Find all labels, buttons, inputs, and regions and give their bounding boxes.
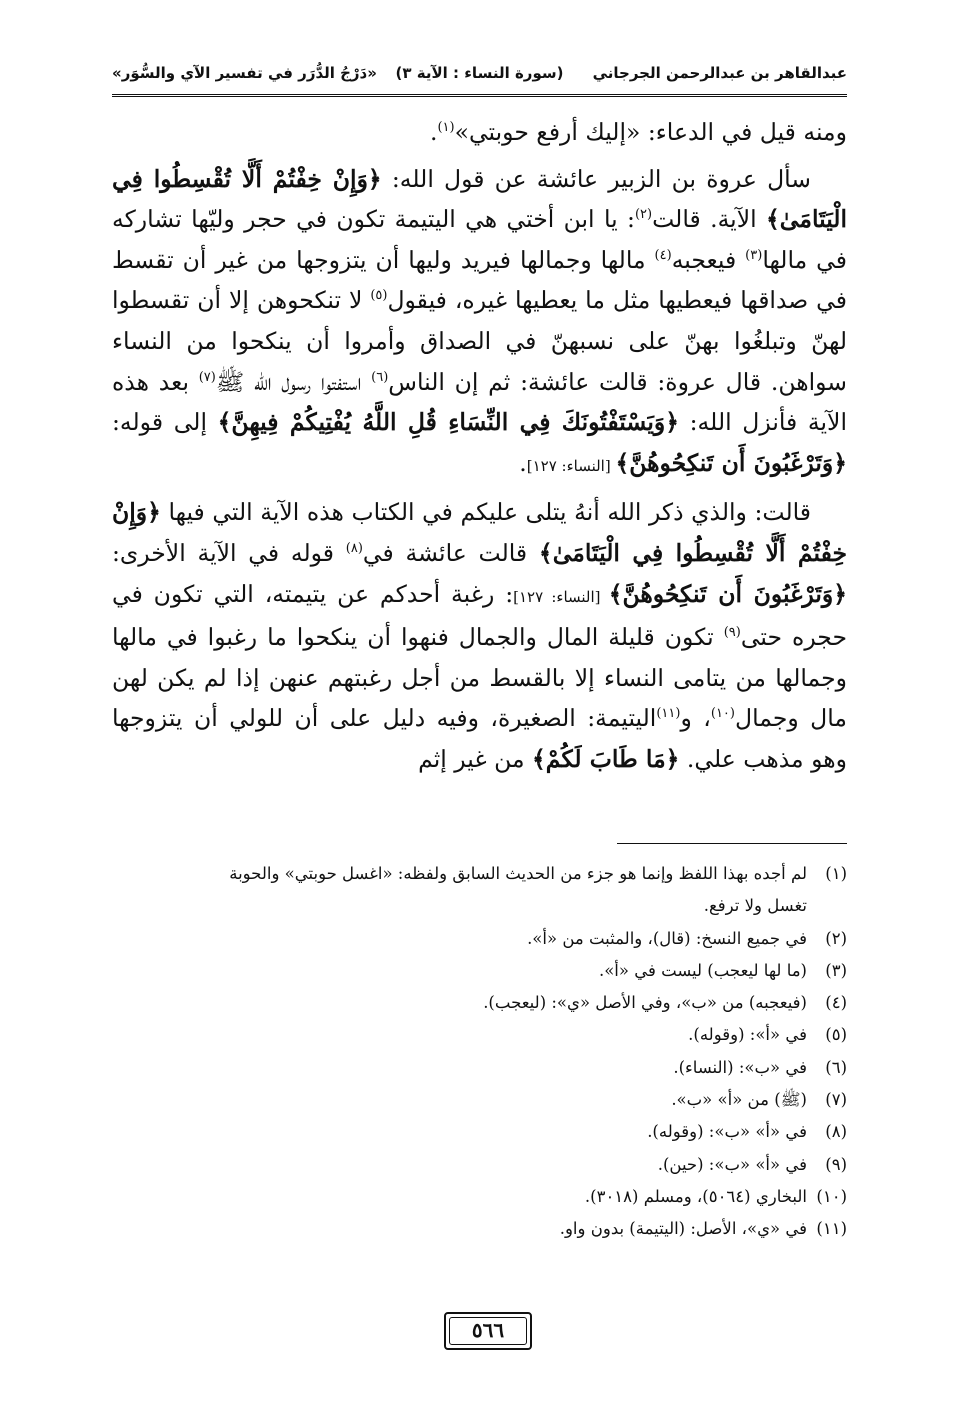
quran-verse: ﴿وَتَرْغَبُونَ أَن تَنكِحُوهُنَّ﴾ [608, 579, 848, 608]
footnote-text: في «ي»، الأصل: (اليتيمة) بدون واو. [559, 1219, 807, 1239]
footnote-number: (٤) [825, 993, 847, 1013]
footnote-11 [112, 1213, 847, 1245]
footnote-1 [112, 858, 847, 890]
text-run: إلى قوله: [112, 408, 218, 437]
paragraph-2 [112, 159, 847, 487]
text-run: ، و [680, 704, 711, 733]
header-divider [112, 94, 847, 97]
text-run: اليتيمة: الصغيرة، وفيه دليل على أن للولي أن يتزوجها وهو مذهب علي. [112, 704, 847, 773]
footnote-2 [112, 923, 847, 955]
footnote-8 [112, 1116, 847, 1148]
page-number: ٥٦٦ [471, 1318, 505, 1342]
footnote-text: في «أ» «ب»: (وقوله). [647, 1122, 807, 1142]
text-run: : رغبة أحدكم عن يتيمته، التي تكون في حجره حتى [112, 579, 847, 652]
footnote-text: (فيعجبه) من «ب»، وفي الأصل «ي»: (ليعجب). [483, 993, 807, 1013]
footnote-7 [112, 1084, 847, 1116]
footnote-number: (٩) [825, 1154, 847, 1174]
footnote-number: (٦) [825, 1057, 847, 1077]
header-author: عبدالقاهر بن عبدالرحمن الجرجاني [592, 64, 847, 82]
quran-verse: ﴿وَإِنْ خِفْتُمْ أَلَّا تُقْسِطُوا فِي الْيَتَامَىٰ﴾ [112, 164, 847, 234]
footnote-number: (٥) [825, 1025, 847, 1045]
text-run: قالت: والذي ذكر الله أنهُ يتلى عليكم في الكتاب هذه الآية التي فيها [160, 498, 811, 527]
footnote-text: البخاري (٥٠٦٤)، ومسلم (٣٠١٨). [584, 1186, 807, 1206]
footnote-10 [112, 1181, 847, 1213]
footnote-ref-4: (٤) [654, 247, 672, 263]
footnote-number: (٣) [825, 960, 847, 980]
text-run: بعد هذه الآية فأنزل الله: [112, 367, 847, 437]
footnote-text: في «ب»: (النساء). [673, 1057, 807, 1077]
footnote-number: (١١) [816, 1219, 847, 1239]
footnote-number: (٨) [825, 1122, 847, 1142]
header-book-title: «دَرْجُ الدُّرَر في تفسير الآي والسُّوَر» [112, 64, 377, 82]
verse-reference: [النساء: ١٢٧] [526, 456, 616, 475]
text-run: سأل عروة بن الزبير عائشة عن قول الله: [381, 164, 811, 193]
text-run: لا تنكحوهن إلا أن تقسطوا لهنّ وتبلغُوا بهنّ على نسبهنّ في الصداق وأمروا أن ينكحوا من النساء سواهن. قال عروة: قالت عائشة: ثم إن الناس [112, 286, 847, 396]
text-run: : يا ابن أختي هي اليتيمة تكون في حجر وليّها تشاركه في مالها [112, 205, 847, 274]
footnote-number: (١) [825, 864, 847, 883]
footnote-9 [112, 1149, 847, 1181]
footnote-text: في «أ»: (وقوله). [688, 1025, 807, 1045]
footnote-ref-7: (٧) [198, 369, 216, 385]
footnote-number: (٢) [825, 928, 847, 948]
text-run: . [429, 118, 438, 146]
text-run: استفتوا رسول الله ﷺ [215, 367, 372, 396]
footnote-6 [112, 1052, 847, 1084]
text-run: ومنه قيل في الدعاء: «إليك أرفع حوبتي» [454, 118, 847, 146]
verse-reference: [النساء: ١٢٧] [513, 587, 609, 606]
footnote-divider [617, 843, 847, 844]
text-run: الآية. قالت [652, 205, 767, 234]
footnote-number: (٧) [825, 1090, 847, 1110]
footnote-ref-1: (١) [437, 120, 455, 136]
text-run: تكون قليلة المال والجمال فنهوا أن ينكحوا ما رغبوا في مالها وجمالها من يتامى النساء إلا بالقسط من أجل رغبتهم عنهن إذا لم يكن لهن مال وجمال [112, 623, 847, 733]
text-run: فيعجبه [671, 245, 746, 274]
running-header [112, 60, 847, 94]
footnote-ref-9: (٩) [723, 625, 741, 641]
paragraph-1 [112, 112, 847, 153]
quran-verse: ﴿مَا طَابَ لَكُمْ﴾ [532, 744, 680, 773]
text-run: . [519, 448, 527, 477]
text-run: من غير إثم [418, 744, 533, 773]
footnote-text: لم أجده بهذا اللفظ وإنما هو جزء من الحديث السابق ولفظه: «اغسل حوبتي» والحوبة [229, 864, 807, 883]
text-run: قالت عائشة في [362, 538, 539, 567]
text-run: قوله في الآية الأخرى: [112, 538, 346, 567]
footnote-text: في «أ» «ب»: (حين). [657, 1154, 807, 1174]
footnote-ref-10: (١٠) [710, 706, 735, 722]
footnote-ref-5: (٥) [370, 288, 388, 304]
page-number-ornament [438, 1310, 538, 1352]
footnote-ref-3: (٣) [745, 247, 763, 263]
quran-verse: ﴿وَيَسْتَفْتُونَكَ فِي النِّسَاءِ قُلِ اللَّهُ يُفْتِيكُمْ فِيهِنَّ﴾ [217, 408, 679, 437]
footnote-3 [112, 955, 847, 987]
footnote-ref-11: (١١) [656, 706, 681, 722]
text-run: مالها وجمالها فيريد وليها أن يتزوجها من غير أن تقسط في صداقها فيعطيها مثل ما يعطيها غيره، فيقول [112, 245, 848, 315]
footnote-text: في جميع النسخ: (قال)، والمثبت من «أ». [527, 928, 807, 948]
footnote-1-continuation: تغسل ولا ترفع. [703, 896, 807, 916]
quran-verse: ﴿وَإِنْ خِفْتُمْ أَلَّا تُقْسِطُوا فِي الْيَتَامَىٰ﴾ [112, 498, 847, 567]
footnote-ref-6: (٦) [371, 369, 389, 385]
main-text [112, 112, 847, 780]
footnote-4 [112, 987, 847, 1019]
footnote-ref-2: (٢) [634, 207, 653, 223]
header-surah: (سورة النساء : الآية ٣) [395, 64, 564, 82]
footnote-5 [112, 1019, 847, 1051]
footnote-number: (١٠) [816, 1186, 847, 1206]
footnote-text: (ما لها ليعجب) ليست في «أ». [598, 960, 807, 980]
footnote-text: (ﷺ) من «أ» «ب». [671, 1090, 807, 1110]
quran-verse: ﴿وَتَرْغَبُونَ أَن تَنكِحُوهُنَّ﴾ [615, 448, 847, 477]
paragraph-3 [112, 492, 847, 779]
footnote-ref-8: (٨) [345, 541, 363, 557]
footnotes [112, 858, 847, 1246]
